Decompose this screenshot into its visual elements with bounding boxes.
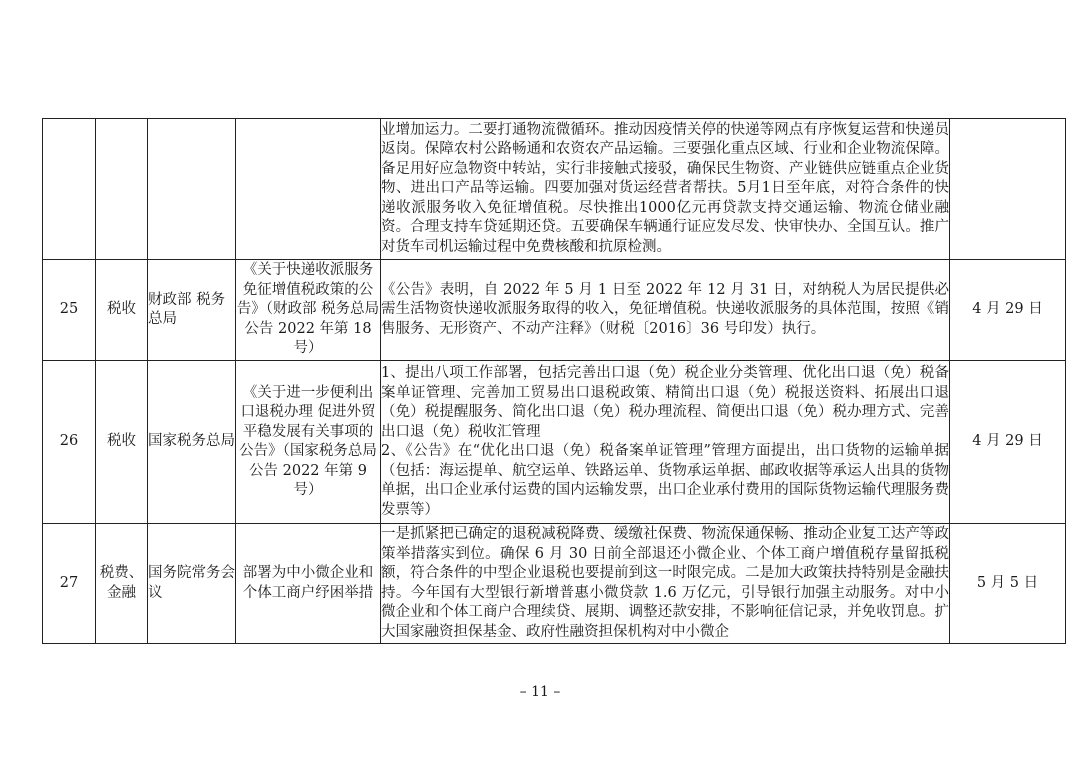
table-row	[43, 524, 1066, 644]
row-document: 《关于进一步便利出口退税办理 促进外贸平稳发展有关事项的公告》（国家税务总局公告 2022 年第 9 号）	[236, 361, 381, 524]
row-number: 26	[43, 361, 96, 524]
row-content	[381, 260, 950, 361]
page-number: – 11 –	[519, 684, 561, 700]
row-category: 税收	[96, 260, 148, 361]
row-department: 国务院常务会议	[148, 524, 236, 644]
content-paragraph: 1、提出八项工作部署，包括完善出口退（免）税企业分类管理、优化出口退（免）税备案单证管理、完善加工贸易出口退税政策、精简出口退（免）税报送资料、拓展出口退（免）税提醒服务、简化出口退（免）税办理流程、简便出口退（免）税办理方式、完善出口退（免）税收汇管理	[381, 365, 949, 440]
row-date: 4 月 29 日	[950, 260, 1066, 361]
row-department: 国家税务总局	[148, 361, 236, 524]
row-department: 财政部 税务总局	[148, 260, 236, 361]
row-category: 税收	[96, 361, 148, 524]
row-content	[381, 119, 950, 260]
row-content	[381, 361, 950, 524]
row-document: 部署为中小微企业和个体工商户纾困举措	[236, 524, 381, 644]
table-row	[43, 119, 1066, 260]
row-category	[96, 119, 148, 260]
row-date: 4 月 29 日	[950, 361, 1066, 524]
content-paragraph: 2、《公告》在“优化出口退（免）税备案单证管理”管理方面提出，出口货物的运输单据（包括：海运提单、航空运单、铁路运单、货物承运单据、邮政收据等承运人出具的货物单据，出口企业承付运费的国内运输发票，出口企业承付费用的国际货物运输代理服务费发票等）	[381, 443, 949, 518]
row-document: 《关于快递收派服务免征增值税政策的公告》（财政部 税务总局公告 2022 年第 18 号）	[236, 260, 381, 361]
table-row	[43, 361, 1066, 524]
row-number: 25	[43, 260, 96, 361]
row-number: 27	[43, 524, 96, 644]
row-date: 5 月 5 日	[950, 524, 1066, 644]
row-content	[381, 524, 950, 644]
policy-table	[42, 118, 1066, 644]
content-paragraph: 业增加运力。二要打通物流微循环。推动因疫情关停的快递等网点有序恢复运营和快递员返岗。保障农村公路畅通和农资农产品运输。三要强化重点区域、行业和企业物流保障。备足用好应急物资中转站，实行非接触式接驳，确保民生物资、产业链供应链重点企业货物、进出口产品等运输。四要加强对货运经营者帮扶。5月1日至年底，对符合条件的快递收派服务收入免征增值税。尽快推出1000亿元再贷款支持交通运输、物流仓储业融资。合理支持车贷延期还贷。五要确保车辆通行证应发尽发、快审快办、全国互认。推广对货车司机运输过程中免费核酸和抗原检测。	[381, 121, 949, 255]
content-paragraph: 一是抓紧把已确定的退税减税降费、缓缴社保费、物流保通保畅、推动企业复工达产等政策举措落实到位。确保 6 月 30 日前全部退还小微企业、个体工商户增值税存量留抵税额，符合条件的中型企业退税也要提前到这一时限完成。二是加大政策扶持特别是金融扶持。今年国有大型银行新增普惠小微贷款 1.6 万亿元，引导银行加强主动服务。对中小微企业和个体工商户合理续贷、展期、调整还款安排，不影响征信记录，并免收罚息。扩大国家融资担保基金、政府性融资担保机构对中小微企	[381, 526, 949, 640]
table-row	[43, 260, 1066, 361]
row-date	[950, 119, 1066, 260]
row-document	[236, 119, 381, 260]
content-paragraph: 《公告》表明，自 2022 年 5 月 1 日至 2022 年 12 月 31 日，对纳税人为居民提供必需生活物资快递收派服务取得的收入，免征增值税。快递收派服务的具体范围，按照《销售服务、无形资产、不动产注释》（财税〔2016〕36 号印发）执行。	[381, 281, 949, 337]
row-category: 税费、金融	[96, 524, 148, 644]
row-number	[43, 119, 96, 260]
row-department	[148, 119, 236, 260]
